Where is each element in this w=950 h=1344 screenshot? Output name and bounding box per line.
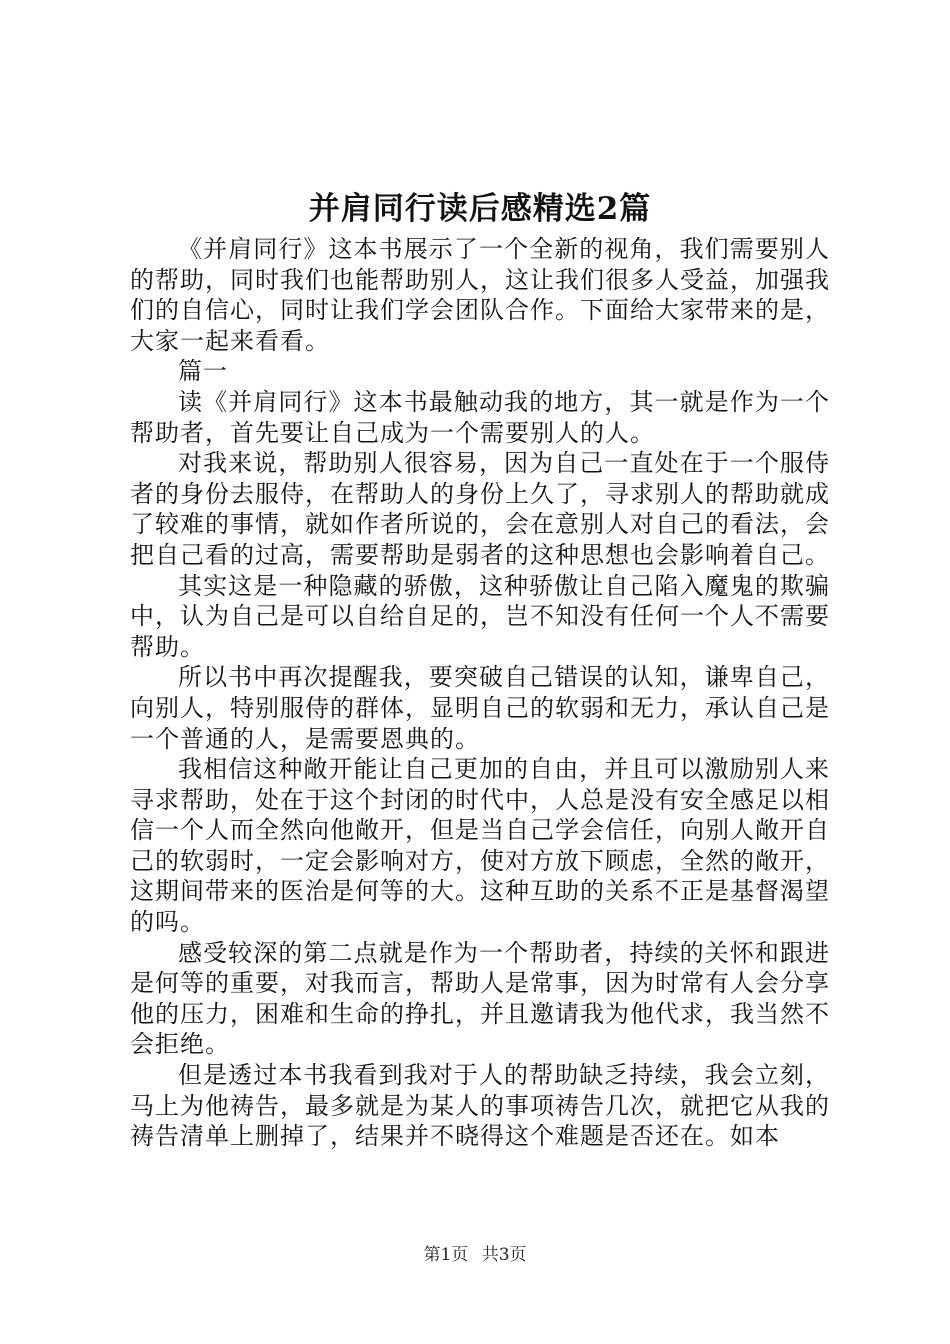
paragraph-intro: 《并肩同行》这本书展示了一个全新的视角，我们需要别人的帮助，同时我们也能帮助别人，这让我们很多人受益，加强我们的自信心，同时让我们学会团队合作。下面给大家带来的是，大家一起来看看。 bbox=[130, 235, 830, 355]
paragraph: 所以书中再次提醒我，要突破自己错误的认知，谦卑自己，向别人，特别服侍的群体，显明自己的软弱和无力，承认自己是一个普通的人，是需要恩典的。 bbox=[130, 663, 830, 753]
paragraph: 对我来说，帮助别人很容易，因为自己一直处在于一个服侍者的身份去服侍，在帮助人的身份上久了，寻求别人的帮助就成了较难的事情，就如作者所说的，会在意别人对自己的看法，会把自己看的过高，需要帮助是弱者的这种思想也会影响着自己。 bbox=[130, 449, 830, 569]
section-heading: 篇一 bbox=[178, 357, 228, 386]
paragraph: 其实这是一种隐藏的骄傲，这种骄傲让自己陷入魔鬼的欺骗中，认为自己是可以自给自足的，岂不知没有任何一个人不需要帮助。 bbox=[130, 571, 830, 661]
page-total: 共3页 bbox=[481, 1245, 527, 1265]
page-number: 第1页 bbox=[423, 1245, 469, 1265]
document-page bbox=[130, 186, 830, 1152]
paragraph: 读《并肩同行》这本书最触动我的地方，其一就是作为一个帮助者，首先要让自己成为一个需要别人的人。 bbox=[130, 387, 830, 447]
page-footer bbox=[0, 1244, 950, 1266]
paragraph: 但是透过本书我看到我对于人的帮助缺乏持续，我会立刻，马上为他祷告，最多就是为某人的事项祷告几次，就把它从我的祷告清单上删掉了，结果并不晓得这个难题是否还在。如本 bbox=[130, 1061, 830, 1151]
paragraph: 感受较深的第二点就是作为一个帮助者，持续的关怀和跟进是何等的重要，对我而言，帮助人是常事，因为时常有人会分享他的压力，困难和生命的挣扎，并且邀请我为他代求，我当然不会拒绝。 bbox=[130, 938, 830, 1059]
document-body bbox=[130, 234, 830, 1152]
document-title: 并肩同行读后感精选2篇 bbox=[308, 191, 652, 227]
paragraph: 我相信这种敞开能让自己更加的自由，并且可以激励别人来寻求帮助，处在于这个封闭的时代中，人总是没有安全感足以相信一个人而全然向他敞开，但是当自己学会信任，向别人敞开自己的软弱时，一定会影响对方，使对方放下顾虑，全然的敞开，这期间带来的医治是何等的大。这种互助的关系不正是基督渴望的吗。 bbox=[130, 755, 830, 937]
